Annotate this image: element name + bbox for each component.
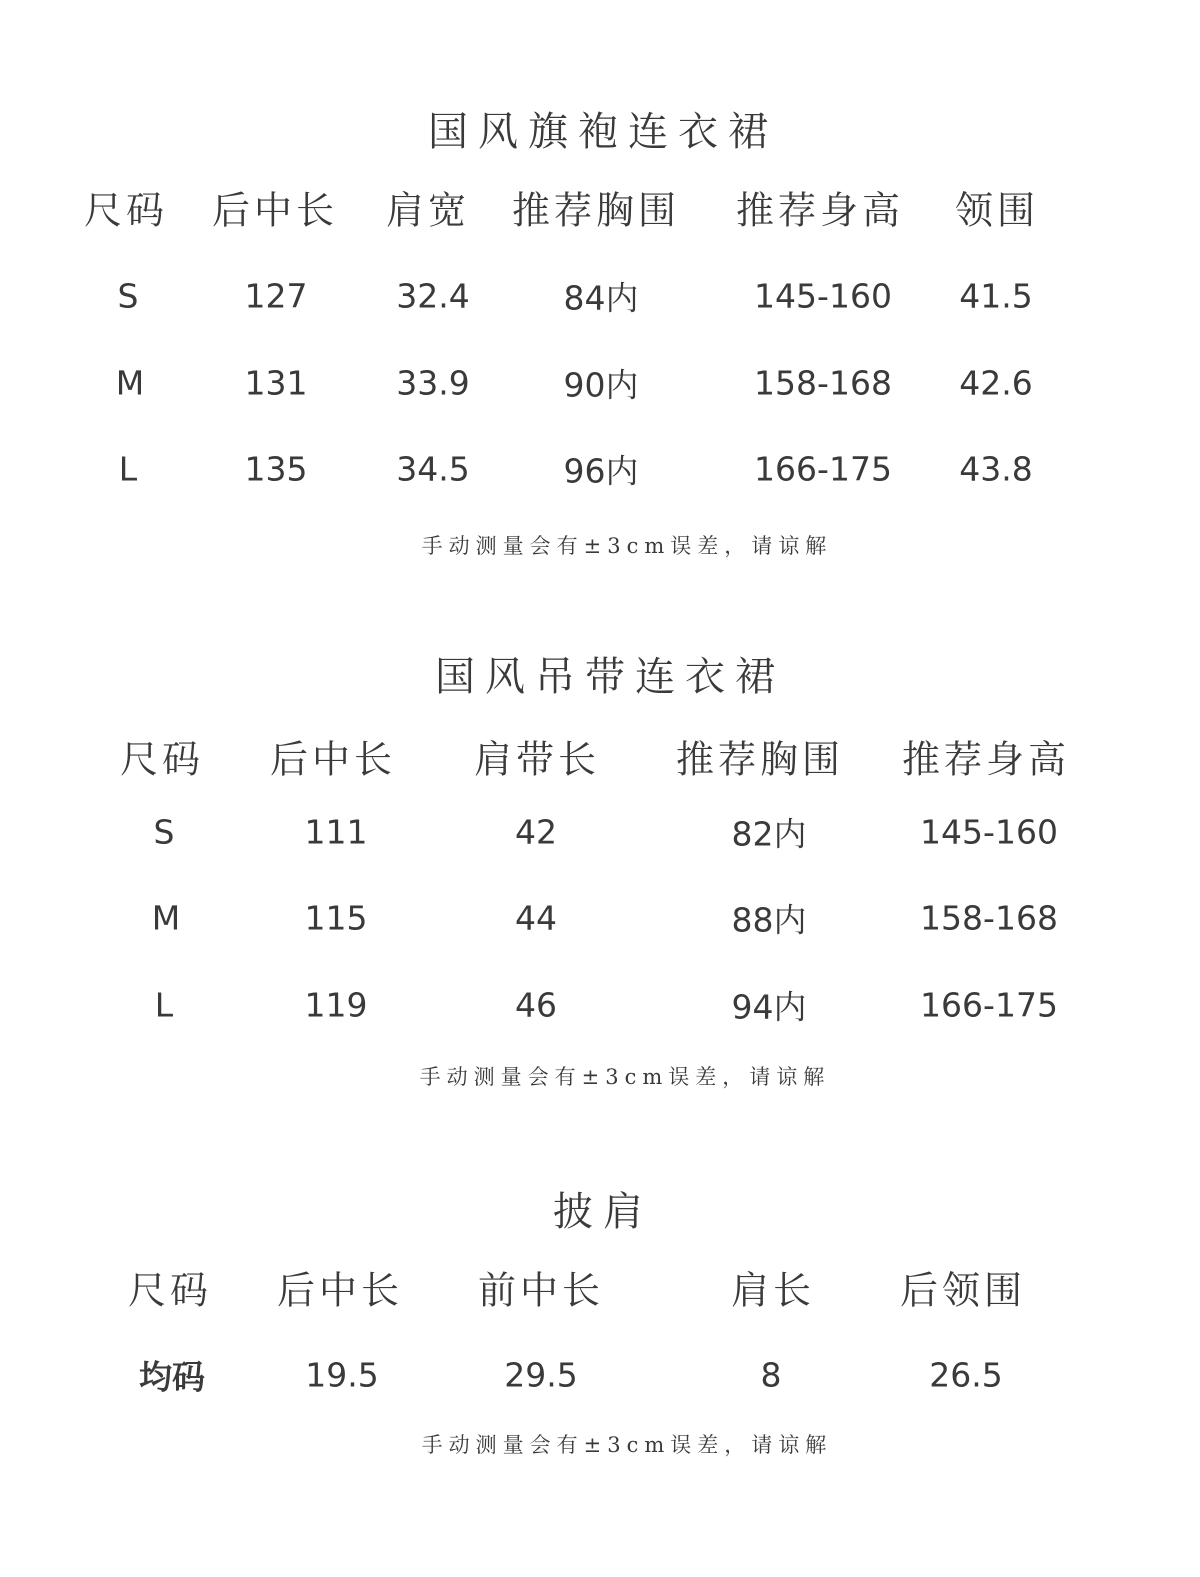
table-cell: 82内 — [731, 814, 807, 854]
table-cell: 135 — [244, 449, 308, 489]
table-cell: 90内 — [563, 365, 639, 405]
table-cell: 33.9 — [396, 363, 470, 403]
table-cell: 166-175 — [754, 449, 892, 489]
header-back-length: 后中长 — [211, 188, 339, 233]
table-cell: 166-175 — [920, 985, 1058, 1025]
header-recommended-bust: 推荐胸围 — [511, 188, 681, 233]
header-recommended-bust: 推荐胸围 — [675, 737, 845, 782]
table-cell: 119 — [304, 985, 368, 1025]
table-cell: 88内 — [731, 900, 807, 940]
header-shoulder-width: 肩宽 — [385, 188, 471, 233]
header-size: 尺码 — [83, 188, 169, 233]
measurement-note: 手动测量会有±3cm误差，请谅解 — [421, 534, 833, 558]
table-cell: 96内 — [563, 451, 639, 491]
table-cell: 19.5 — [305, 1355, 379, 1395]
table-cell: 115 — [304, 898, 368, 938]
measurement-note: 手动测量会有±3cm误差，请谅解 — [421, 1433, 833, 1457]
table-cell: S — [153, 812, 175, 852]
table-cell: 46 — [515, 985, 557, 1025]
table-cell: 131 — [244, 363, 308, 403]
table-cell: 127 — [244, 276, 308, 316]
section-title-qipao: 国风旗袍连衣裙 — [428, 109, 778, 155]
table-cell: L — [154, 985, 174, 1025]
table-cell: 94内 — [731, 987, 807, 1027]
table-cell: 158-168 — [754, 363, 892, 403]
table-cell: 84内 — [563, 278, 639, 318]
measurement-note: 手动测量会有±3cm误差，请谅解 — [419, 1065, 831, 1089]
table-cell: 44 — [515, 898, 557, 938]
table-cell: 32.4 — [396, 276, 470, 316]
header-neck: 领围 — [954, 188, 1040, 233]
header-size: 尺码 — [127, 1268, 213, 1313]
table-cell: 26.5 — [929, 1355, 1003, 1395]
header-strap-length: 肩带长 — [473, 737, 601, 782]
header-back-neck: 后领围 — [899, 1268, 1027, 1313]
header-recommended-height: 推荐身高 — [901, 737, 1071, 782]
table-cell: 158-168 — [920, 898, 1058, 938]
table-cell: 43.8 — [959, 449, 1033, 489]
table-cell: M — [151, 898, 181, 938]
table-cell: 42.6 — [959, 363, 1033, 403]
header-back-length: 后中长 — [269, 737, 397, 782]
table-cell: 41.5 — [959, 276, 1033, 316]
table-cell: 145-160 — [754, 276, 892, 316]
header-size: 尺码 — [119, 737, 205, 782]
section-title-shawl: 披肩 — [553, 1189, 653, 1235]
header-back-length: 后中长 — [276, 1268, 404, 1313]
table-cell: 均码 — [139, 1357, 205, 1397]
table-cell: M — [115, 363, 145, 403]
section-title-slip-dress: 国风吊带连衣裙 — [435, 654, 785, 700]
header-front-length: 前中长 — [477, 1268, 605, 1313]
header-shoulder-length: 肩长 — [730, 1268, 816, 1313]
table-cell: S — [117, 276, 139, 316]
table-cell: 145-160 — [920, 812, 1058, 852]
table-cell: L — [118, 449, 138, 489]
table-cell: 111 — [304, 812, 368, 852]
header-recommended-height: 推荐身高 — [735, 188, 905, 233]
table-cell: 42 — [515, 812, 557, 852]
table-cell: 29.5 — [504, 1355, 578, 1395]
table-cell: 8 — [760, 1355, 782, 1395]
table-cell: 34.5 — [396, 449, 470, 489]
